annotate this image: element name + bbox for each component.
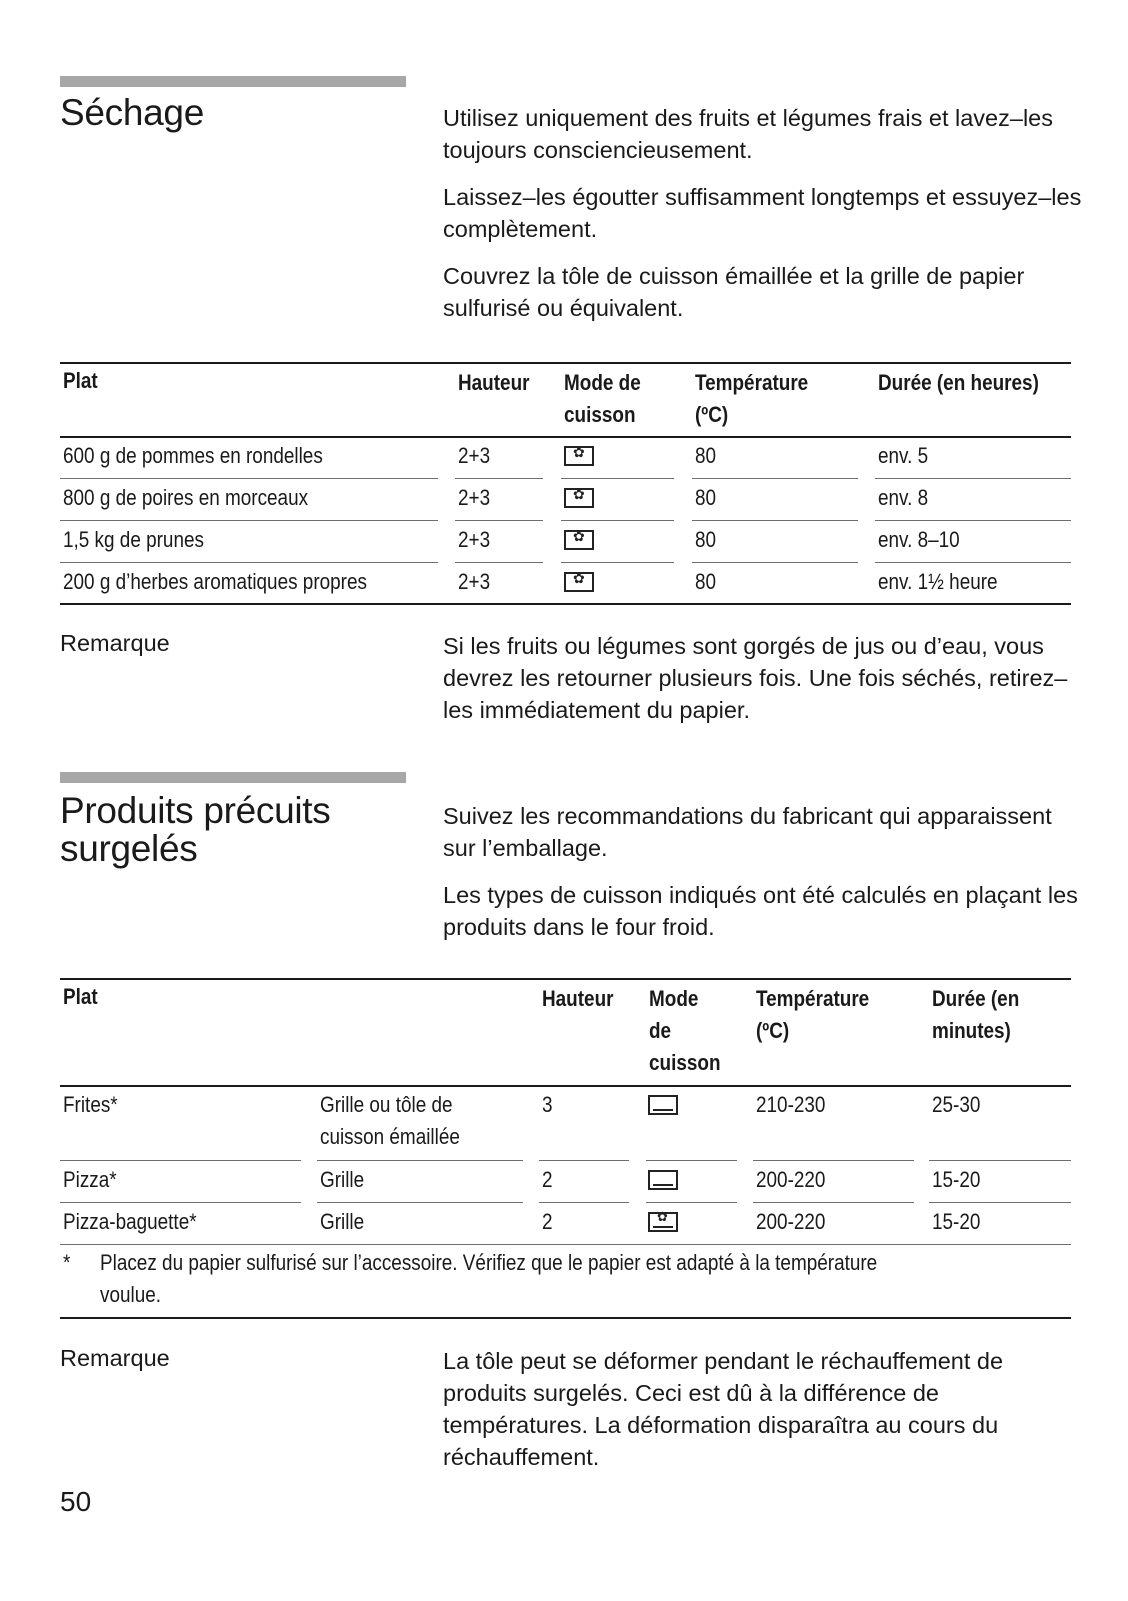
footnote-text: Placez du papier sulfurisé sur l’accessoire. Vérifiez que le papier est adapté à la température bbox=[100, 1250, 878, 1275]
table-cell-hauteur: 2+3 bbox=[458, 569, 491, 594]
row-divider bbox=[317, 1160, 523, 1161]
table-cell-hauteur: 3 bbox=[542, 1092, 553, 1117]
table-rule bbox=[60, 362, 1071, 364]
remark-label: Remarque bbox=[60, 1345, 170, 1371]
row-divider bbox=[539, 1202, 629, 1203]
table-rule bbox=[60, 603, 1071, 605]
table-cell-duree: 15-20 bbox=[932, 1209, 981, 1234]
row-divider bbox=[929, 1202, 1071, 1203]
title-line: Produits précuits bbox=[60, 790, 331, 831]
row-divider bbox=[317, 1202, 523, 1203]
table-cell-temperature: 80 bbox=[695, 527, 717, 552]
col-header-mode: Mode de bbox=[564, 370, 641, 395]
col-header-mode: cuisson bbox=[649, 1050, 721, 1075]
table-cell-plat: Pizza-baguette* bbox=[63, 1209, 197, 1234]
row-divider bbox=[646, 1160, 737, 1161]
col-header-plat: Plat bbox=[63, 368, 98, 393]
table-cell-accessoire: Grille ou tôle de bbox=[320, 1092, 453, 1117]
table-cell-duree: env. 8–10 bbox=[878, 527, 960, 552]
col-header-temperature: Température bbox=[756, 986, 870, 1011]
table-cell-hauteur: 2 bbox=[542, 1209, 553, 1234]
row-divider bbox=[753, 1160, 914, 1161]
title-line: surgelés bbox=[60, 828, 198, 869]
bottom-heat-icon bbox=[648, 1095, 678, 1115]
col-header-temperature: Température bbox=[695, 370, 809, 395]
col-header-mode: Mode bbox=[649, 986, 699, 1011]
table-cell-duree: 25-30 bbox=[932, 1092, 981, 1117]
intro-text bbox=[443, 102, 1083, 339]
remark-label: Remarque bbox=[60, 630, 170, 656]
footnote-text: voulue. bbox=[100, 1282, 162, 1307]
table-cell-temperature: 210-230 bbox=[756, 1092, 826, 1117]
remark-text: La tôle peut se déformer pendant le réchauffement de produits surgelés. Ceci est dû à la différence de températures. La déformation disparaîtra au cours du réchauffement. bbox=[443, 1348, 1004, 1470]
col-header-duree: minutes) bbox=[932, 1018, 1011, 1043]
table-cell-duree: env. 1½ heure bbox=[878, 569, 998, 594]
page-number: 50 bbox=[60, 1486, 92, 1517]
section-title-produits bbox=[60, 792, 330, 868]
table-cell-temperature: 80 bbox=[695, 569, 717, 594]
col-header-mode: de bbox=[649, 1018, 672, 1043]
table-cell-duree: env. 5 bbox=[878, 443, 929, 468]
row-divider bbox=[875, 562, 1071, 563]
fan-icon bbox=[564, 446, 594, 466]
row-divider bbox=[455, 562, 543, 563]
fan-icon bbox=[564, 488, 594, 508]
section-bar bbox=[60, 772, 406, 783]
row-divider bbox=[455, 478, 543, 479]
table-cell-temperature: 80 bbox=[695, 443, 717, 468]
intro-text bbox=[443, 800, 1083, 958]
table-cell-temperature: 80 bbox=[695, 485, 717, 510]
table-cell-hauteur: 2 bbox=[542, 1167, 553, 1192]
row-divider bbox=[646, 1202, 737, 1203]
table-cell-accessoire: Grille bbox=[320, 1209, 365, 1234]
table-cell-plat: 800 g de poires en morceaux bbox=[63, 485, 309, 510]
table-cell-hauteur: 2+3 bbox=[458, 443, 491, 468]
col-header-temperature: (ºC) bbox=[756, 1018, 790, 1043]
row-divider bbox=[875, 478, 1071, 479]
row-divider bbox=[692, 520, 858, 521]
col-header-duree: Durée (en heures) bbox=[878, 370, 1039, 395]
col-header-duree: Durée (en bbox=[932, 986, 1020, 1011]
table-cell-plat: 600 g de pommes en rondelles bbox=[63, 443, 323, 468]
table-rule bbox=[60, 978, 1071, 980]
row-divider bbox=[60, 1244, 1071, 1245]
row-divider bbox=[692, 478, 858, 479]
table-rule bbox=[60, 1085, 1071, 1087]
col-header-hauteur: Hauteur bbox=[458, 370, 530, 395]
row-divider bbox=[60, 562, 438, 563]
table-cell-temperature: 200-220 bbox=[756, 1209, 826, 1234]
intro-paragraph: Suivez les recommandations du fabricant qui apparaissent sur l’emballage. bbox=[443, 803, 1052, 861]
intro-paragraph: Utilisez uniquement des fruits et légumes frais et lavez–les toujours consciencieusement. bbox=[443, 105, 1053, 163]
row-divider bbox=[692, 562, 858, 563]
section-title-sechage: Séchage bbox=[60, 92, 204, 133]
table-cell-temperature: 200-220 bbox=[756, 1167, 826, 1192]
fan-icon bbox=[564, 530, 594, 550]
intro-paragraph: Couvrez la tôle de cuisson émaillée et la grille de papier sulfurisé ou équivalent. bbox=[443, 263, 1025, 321]
col-header-hauteur: Hauteur bbox=[542, 986, 614, 1011]
table-cell-hauteur: 2+3 bbox=[458, 527, 491, 552]
row-divider bbox=[539, 1160, 629, 1161]
row-divider bbox=[60, 1160, 301, 1161]
row-divider bbox=[561, 478, 674, 479]
table-cell-plat: Pizza* bbox=[63, 1167, 117, 1192]
table-cell-plat: 200 g d’herbes aromatiques propres bbox=[63, 569, 367, 594]
col-header-plat: Plat bbox=[63, 984, 98, 1009]
row-divider bbox=[60, 478, 438, 479]
row-divider bbox=[60, 1202, 301, 1203]
table-cell-duree: 15-20 bbox=[932, 1167, 981, 1192]
col-header-temperature: (ºC) bbox=[695, 402, 729, 427]
intro-paragraph: Les types de cuisson indiqués ont été calculés en plaçant les produits dans le four froid. bbox=[443, 882, 1078, 940]
bottom-heat-icon bbox=[648, 1170, 678, 1190]
fan-icon bbox=[564, 572, 594, 592]
table-cell-accessoire: Grille bbox=[320, 1167, 365, 1192]
table-cell-accessoire: cuisson émaillée bbox=[320, 1124, 460, 1149]
row-divider bbox=[455, 520, 543, 521]
row-divider bbox=[875, 520, 1071, 521]
table-cell-duree: env. 8 bbox=[878, 485, 929, 510]
intro-paragraph: Laissez–les égoutter suffisamment longtemps et essuyez–les complètement. bbox=[443, 184, 1082, 242]
table-rule bbox=[60, 1317, 1071, 1319]
row-divider bbox=[60, 520, 438, 521]
table-cell-hauteur: 2+3 bbox=[458, 485, 491, 510]
row-divider bbox=[753, 1202, 914, 1203]
row-divider bbox=[561, 520, 674, 521]
remark-text: Si les fruits ou légumes sont gorgés de jus ou d’eau, vous devrez les retourner plusieurs fois. Une fois séchés, retirez–les immédiatement du papier. bbox=[443, 633, 1068, 723]
section-bar bbox=[60, 76, 406, 87]
row-divider bbox=[561, 562, 674, 563]
fan-bottom-icon bbox=[648, 1212, 678, 1232]
col-header-mode: cuisson bbox=[564, 402, 636, 427]
table-cell-plat: 1,5 kg de prunes bbox=[63, 527, 204, 552]
row-divider bbox=[929, 1160, 1071, 1161]
table-rule bbox=[60, 436, 1071, 438]
table-cell-plat: Frites* bbox=[63, 1092, 118, 1117]
footnote-mark: * bbox=[63, 1250, 71, 1275]
